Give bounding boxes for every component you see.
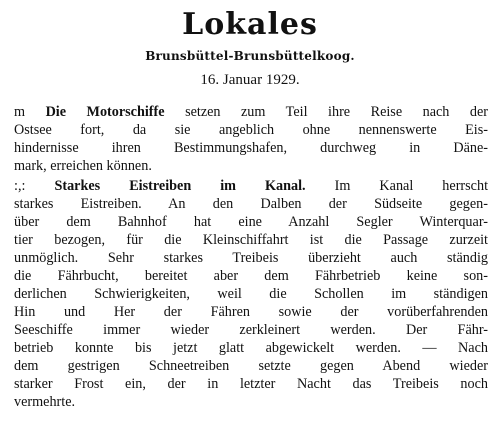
place-subheading: Brunsbüttel-Brunsbüttelkoog.: [145, 49, 355, 63]
paragraph-initial: m: [14, 104, 26, 120]
article-line: starkes Eistreiben. An den Dalben der Südseite gegen-: [14, 196, 488, 212]
article-line: vermehrte.: [14, 394, 76, 410]
article-line: Hin und Her der Fähren sowie der vorüberfahrenden: [14, 304, 488, 320]
article-line: hindernisse ihren Bestimmungshafen, durchweg in Däne-: [14, 140, 488, 156]
article-line: dem gestrigen Schneetreiben setzte gegen Abend wieder: [14, 358, 488, 374]
line-text: Im Kanal herrscht: [334, 178, 488, 194]
article-line: tier bezogen, für die Kleinschiffahrt ist die Passage zurzeit: [14, 232, 488, 248]
article-line: Seeschiffe immer wieder zerkleinert werden. Der Fähr-: [14, 322, 488, 338]
article-line: betrieb konnte bis jetzt glatt abgewickelt werden. — Nach: [14, 340, 488, 356]
article-line: mark, erreichen können.: [14, 158, 152, 174]
paragraph-lead-bold: Die Motorschiffe: [45, 104, 165, 120]
section-heading: Lokales: [182, 7, 318, 42]
article-line: Ostsee fort, da sie angeblich ohne nennenswerte Eis-: [14, 122, 488, 138]
dateline: 16. Januar 1929.: [200, 72, 300, 88]
article-line: [14, 177, 488, 195]
paragraph-mark: :,:: [14, 178, 26, 194]
article-line: starker Frost ein, der in letzter Nacht das Treibeis noch: [14, 376, 488, 392]
article-line: derlichen Schwierigkeiten, weil die Schollen im ständigen: [14, 286, 488, 302]
article-line: unmöglich. Sehr starkes Treibeis überzieht auch ständig: [14, 250, 488, 266]
line-text: setzen zum Teil ihre Reise nach der: [185, 104, 488, 120]
article-line: [14, 103, 488, 121]
article-line: über dem Bahnhof hat eine Anzahl Segler Winterquar-: [14, 214, 488, 230]
article-line: die Fährbucht, bereitet aber dem Fährbetrieb keine son-: [14, 268, 488, 284]
paragraph-lead-bold: Starkes Eistreiben im Kanal.: [54, 178, 306, 194]
